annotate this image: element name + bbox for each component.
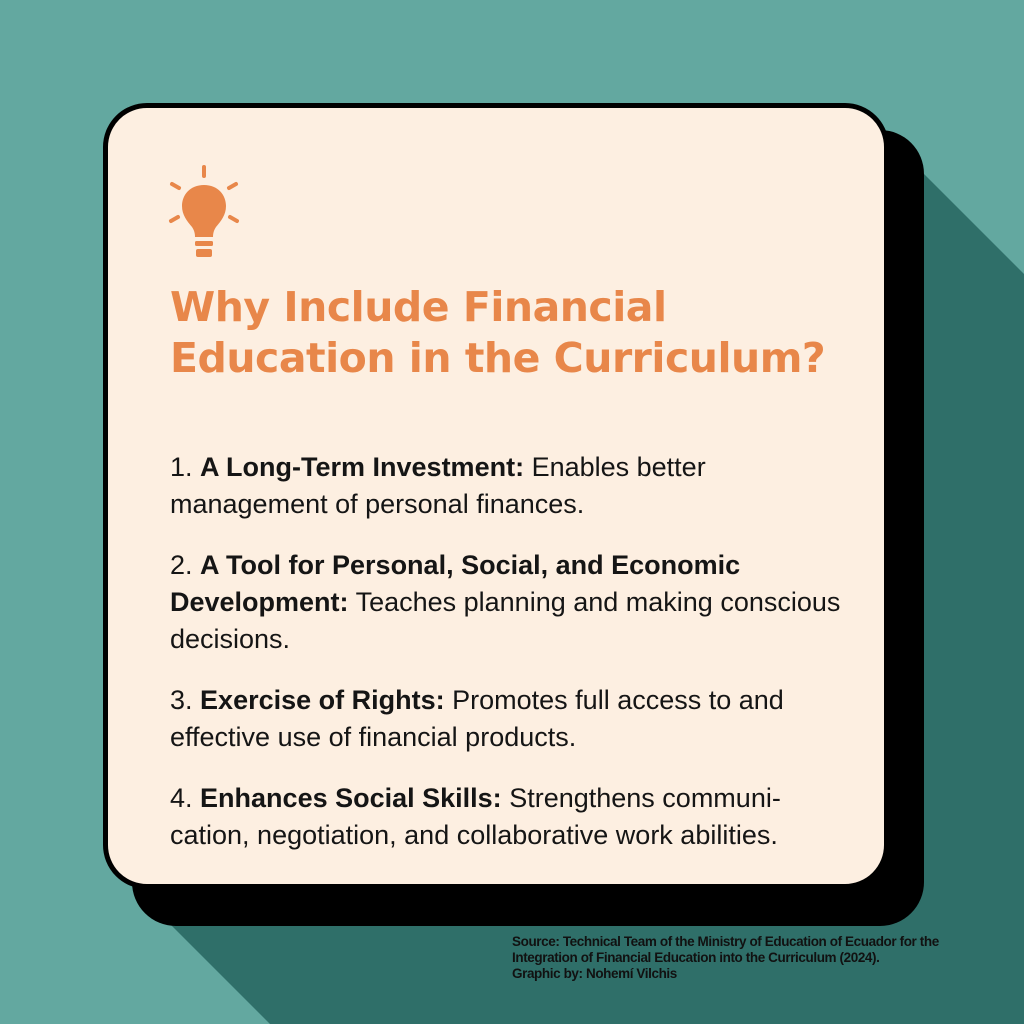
list-item bbox=[170, 449, 860, 523]
point-heading: A Long-Term Investment: bbox=[200, 452, 525, 482]
point-heading: A Tool for Personal, Social, and Economic Development: bbox=[170, 550, 741, 617]
list-item bbox=[170, 682, 860, 756]
point-number: 3. bbox=[170, 685, 193, 715]
point-text: Promotes full access to and effective use of financial products. bbox=[170, 685, 784, 752]
point-text: Enables better management of personal finances. bbox=[170, 452, 706, 519]
point-number: 4. bbox=[170, 783, 193, 813]
point-text: Teaches planning and making conscious decisions. bbox=[170, 587, 841, 654]
source-citation: Source: Technical Team of the Ministry of Education of Ecuador for the Integration of Financial Education into the Curriculum (2024). bbox=[512, 934, 939, 965]
page-title: Why Include Financial Education in the Curriculum? bbox=[170, 283, 826, 382]
points-list bbox=[170, 449, 860, 878]
point-number: 1. bbox=[170, 452, 193, 482]
list-item bbox=[170, 780, 860, 854]
point-heading: Exercise of Rights: bbox=[200, 685, 445, 715]
point-number: 2. bbox=[170, 550, 193, 580]
graphic-credit: Graphic by: Nohemí Vilchis bbox=[512, 966, 677, 981]
list-item bbox=[170, 547, 860, 658]
source-note bbox=[512, 934, 1002, 982]
point-text: Strengthens communi-cation, negotiation, and collaborative work abilities. bbox=[170, 783, 781, 850]
point-heading: Enhances Social Skills: bbox=[200, 783, 502, 813]
lightbulb-icon bbox=[166, 165, 242, 261]
